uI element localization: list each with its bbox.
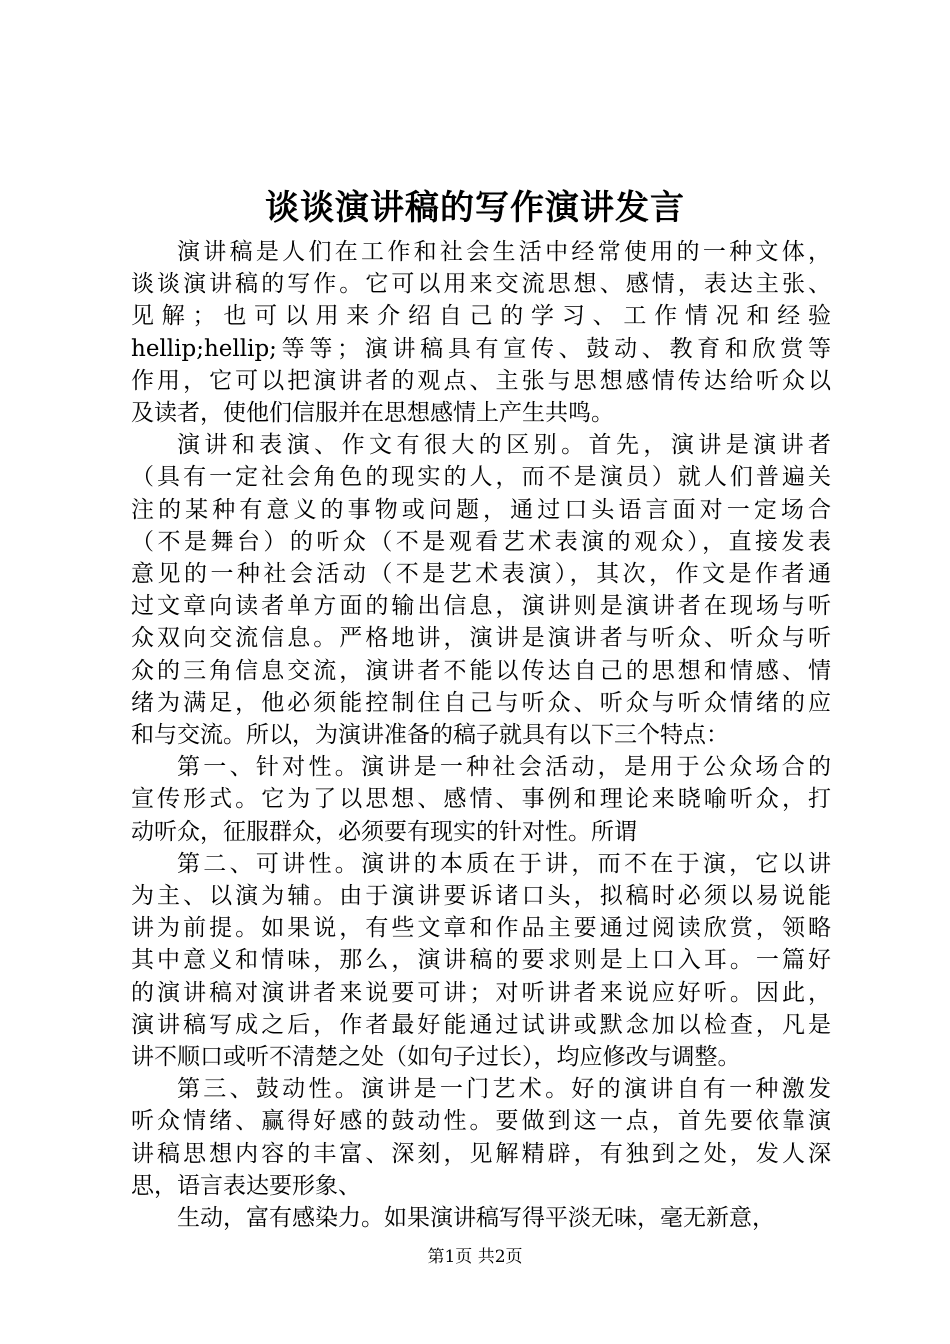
paragraph-line: hellip;hellip;等等；演讲稿具有宣传、鼓动、教育和欣赏等 xyxy=(131,335,831,362)
paragraph xyxy=(131,236,831,429)
paragraph-line: 众双向交流信息。严格地讲，演讲是演讲者与听众、听众与听 xyxy=(131,625,831,652)
paragraph-line: 思，语言表达要形象、 xyxy=(131,1172,361,1199)
document-title: 谈谈演讲稿的写作演讲发言 xyxy=(265,188,685,228)
paragraph-line: 演讲稿写成之后，作者最好能通过试讲或默念加以检查，凡是 xyxy=(131,1011,831,1038)
paragraph-line: 为主、以演为辅。由于演讲要诉诸口头，拟稿时必须以易说能 xyxy=(131,883,831,910)
paragraph-line: 及读者，使他们信服并在思想感情上产生共鸣。 xyxy=(131,400,614,427)
paragraph-line: 作用，它可以把演讲者的观点、主张与思想感情传达给听众以 xyxy=(131,367,831,394)
paragraph-line: 谈谈演讲稿的写作。它可以用来交流思想、感情，表达主张、 xyxy=(131,271,831,298)
page-footer: 第1页 共2页 xyxy=(427,1247,523,1267)
paragraph-line: 第二、可讲性。演讲的本质在于讲，而不在于演，它以讲 xyxy=(177,850,831,877)
paragraph-line: 第三、鼓动性。演讲是一门艺术。好的演讲自有一种激发 xyxy=(177,1076,831,1103)
paragraph xyxy=(131,429,831,751)
paragraph-line: 演讲和表演、作文有很大的区别。首先，演讲是演讲者 xyxy=(177,432,831,459)
paragraph-line: 过文章向读者单方面的输出信息，演讲则是演讲者在现场与听 xyxy=(131,593,831,620)
paragraph-line: 注的某种有意义的事物或问题，通过口头语言面对一定场合 xyxy=(131,496,831,523)
paragraph xyxy=(131,848,831,1073)
paragraph-line: 生动，富有感染力。如果演讲稿写得平淡无味，毫无新意， xyxy=(177,1205,775,1232)
paragraph-line: 见解；也可以用来介绍自己的学习、工作情况和经验 xyxy=(131,303,831,330)
paragraph-line: （不是舞台）的听众（不是观看艺术表演的观众），直接发表 xyxy=(131,528,831,555)
paragraph-line: 演讲稿是人们在工作和社会生活中经常使用的一种文体， xyxy=(177,239,831,265)
paragraph-line: 动听众，征服群众，必须要有现实的针对性。所谓 xyxy=(131,818,637,845)
paragraph-line: 的演讲稿对演讲者来说要可讲；对听讲者来说应好听。因此， xyxy=(131,979,831,1006)
paragraph-line: 讲为前提。如果说，有些文章和作品主要通过阅读欣赏，领略 xyxy=(131,915,831,942)
paragraph xyxy=(131,1202,831,1234)
document-body xyxy=(131,236,831,1234)
paragraph-line: 讲稿思想内容的丰富、深刻，见解精辟，有独到之处，发人深 xyxy=(131,1140,831,1167)
paragraph xyxy=(131,1073,831,1202)
paragraph-line: 宣传形式。它为了以思想、感情、事例和理论来晓喻听众，打 xyxy=(131,786,831,813)
paragraph xyxy=(131,751,831,848)
paragraph-line: 意见的一种社会活动（不是艺术表演），其次，作文是作者通 xyxy=(131,561,831,588)
paragraph-line: 绪为满足，他必须能控制住自己与听众、听众与听众情绪的应 xyxy=(131,689,831,716)
paragraph-line: 讲不顺口或听不清楚之处（如句子过长），均应修改与调整。 xyxy=(131,1044,741,1071)
paragraph-line: 听众情绪、赢得好感的鼓动性。要做到这一点，首先要依靠演 xyxy=(131,1108,831,1135)
paragraph-line: （具有一定社会角色的现实的人，而不是演员）就人们普遍关 xyxy=(131,464,831,491)
paragraph-line: 第一、针对性。演讲是一种社会活动，是用于公众场合的 xyxy=(177,754,831,781)
paragraph-line: 众的三角信息交流，演讲者不能以传达自己的思想和情感、情 xyxy=(131,657,831,684)
paragraph-line: 和与交流。所以，为演讲准备的稿子就具有以下三个特点： xyxy=(131,722,729,749)
paragraph-line: 其中意义和情味，那么，演讲稿的要求则是上口入耳。一篇好 xyxy=(131,947,831,974)
